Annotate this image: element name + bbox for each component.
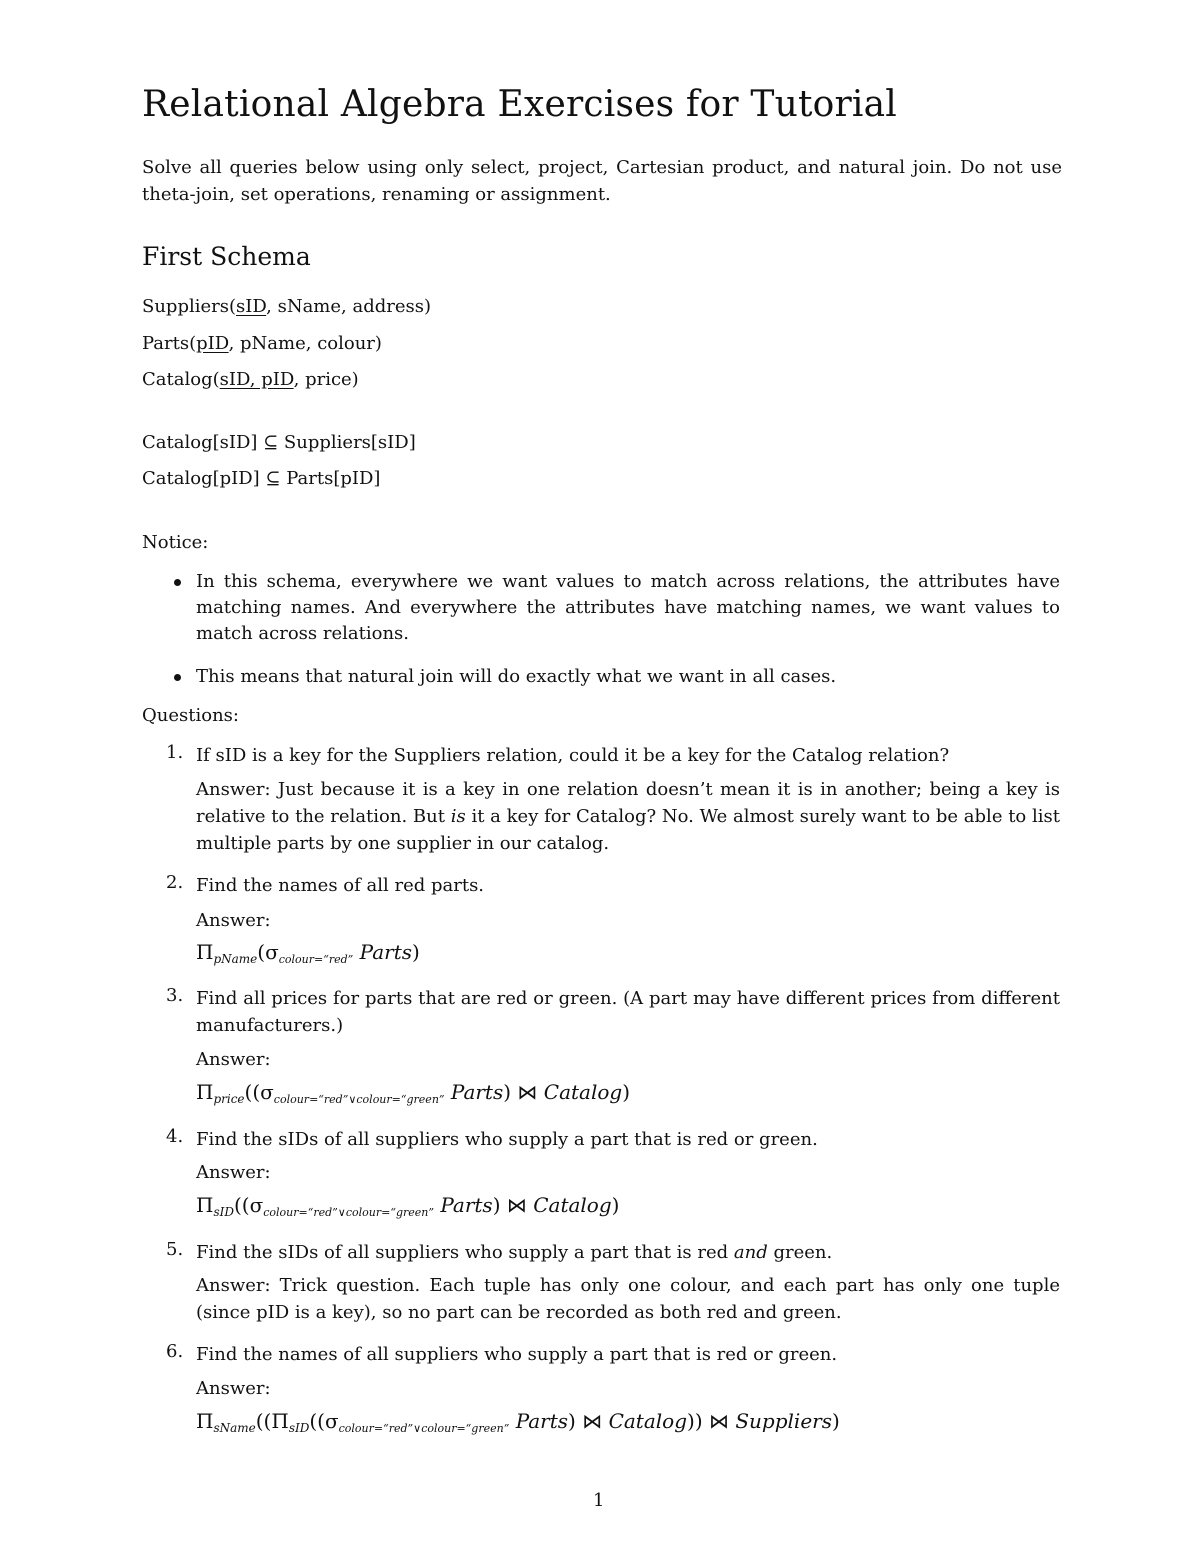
schema-suppliers: Suppliers(sID, sName, address) (142, 296, 431, 317)
answer-formula: $\Pi_{sName}((\Pi_{sID}((\sigma_{colour=“red”\vee colour=“green”}$ Parts) ⋈ Catalog)) ⋈ Suppliers) (196, 1409, 840, 1435)
question-number: 3. (166, 985, 184, 1006)
notice-bullet: In this schema, everywhere we want values to match across relations, the attributes have matching names. And everywhere the attributes have matching names, we want values to match across relations. (196, 571, 1060, 644)
question-number: 4. (166, 1126, 184, 1147)
question-number: 5. (166, 1239, 184, 1260)
question-text: Find the names of all red parts. (196, 875, 485, 896)
answer-formula: $\Pi_{pName}(\sigma_{colour=“red”}$ Parts) (196, 940, 420, 966)
intro-paragraph: Solve all queries below using only select, project, Cartesian product, and natural join. Do not use theta-join, set operations, renaming or assignment. (142, 157, 1062, 205)
bullet-dot (174, 579, 181, 586)
question-text: Find the names of all suppliers who supply a part that is red or green. (196, 1344, 838, 1365)
constraint-catalog-pid: Catalog[pID] ⊆ Parts[pID] (142, 468, 381, 489)
parts-key: pID (196, 333, 229, 354)
question-number: 2. (166, 872, 184, 893)
question-text: If sID is a key for the Suppliers relation, could it be a key for the Catalog relation? (196, 745, 950, 766)
question-number: 1. (166, 742, 184, 763)
answer-text: Answer: Just because it is a key in one relation doesn’t mean it is in another; being a key is relative to the relation. But is it a key for Catalog? No. We almost surely want to be able to list multiple parts by one supplier in our catalog. (196, 779, 1060, 854)
schema-catalog: Catalog(sID, pID, price) (142, 369, 359, 390)
question-text: Find the sIDs of all suppliers who supply a part that is red or green. (196, 1129, 818, 1150)
bullet-dot (174, 674, 181, 681)
answer-formula: $\Pi_{price}((\sigma_{colour=“red”\vee colour=“green”}$ Parts) ⋈ Catalog) (196, 1080, 631, 1106)
catalog-key: sID, pID (219, 369, 294, 390)
answer-label: Answer: (196, 1049, 271, 1070)
page-number: 1 (593, 1490, 605, 1511)
notice-label: Notice: (142, 532, 209, 553)
answer-formula: $\Pi_{sID}((\sigma_{colour=“red”\vee colour=“green”}$ Parts) ⋈ Catalog) (196, 1193, 620, 1219)
question-text: Find the sIDs of all suppliers who supply a part that is red and green. (196, 1242, 833, 1263)
suppliers-key: sID (236, 296, 267, 317)
question-text: Find all prices for parts that are red or green. (A part may have different prices from different manufacturers.) (196, 988, 1060, 1036)
question-number: 6. (166, 1341, 184, 1362)
answer-label: Answer: (196, 1162, 271, 1183)
answer-label: Answer: (196, 1378, 271, 1399)
page-title: Relational Algebra Exercises for Tutorial (142, 84, 898, 125)
notice-bullet: This means that natural join will do exactly what we want in all cases. (196, 666, 837, 687)
section-heading: First Schema (142, 242, 311, 271)
answer-label: Answer: (196, 910, 271, 931)
schema-parts: Parts(pID, pName, colour) (142, 333, 382, 354)
answer-text: Answer: Trick question. Each tuple has only one colour, and each part has only one tuple (since pID is a key), so no part can be recorded as both red and green. (196, 1275, 1060, 1323)
questions-label: Questions: (142, 705, 239, 726)
constraint-catalog-sid: Catalog[sID] ⊆ Suppliers[sID] (142, 432, 416, 453)
